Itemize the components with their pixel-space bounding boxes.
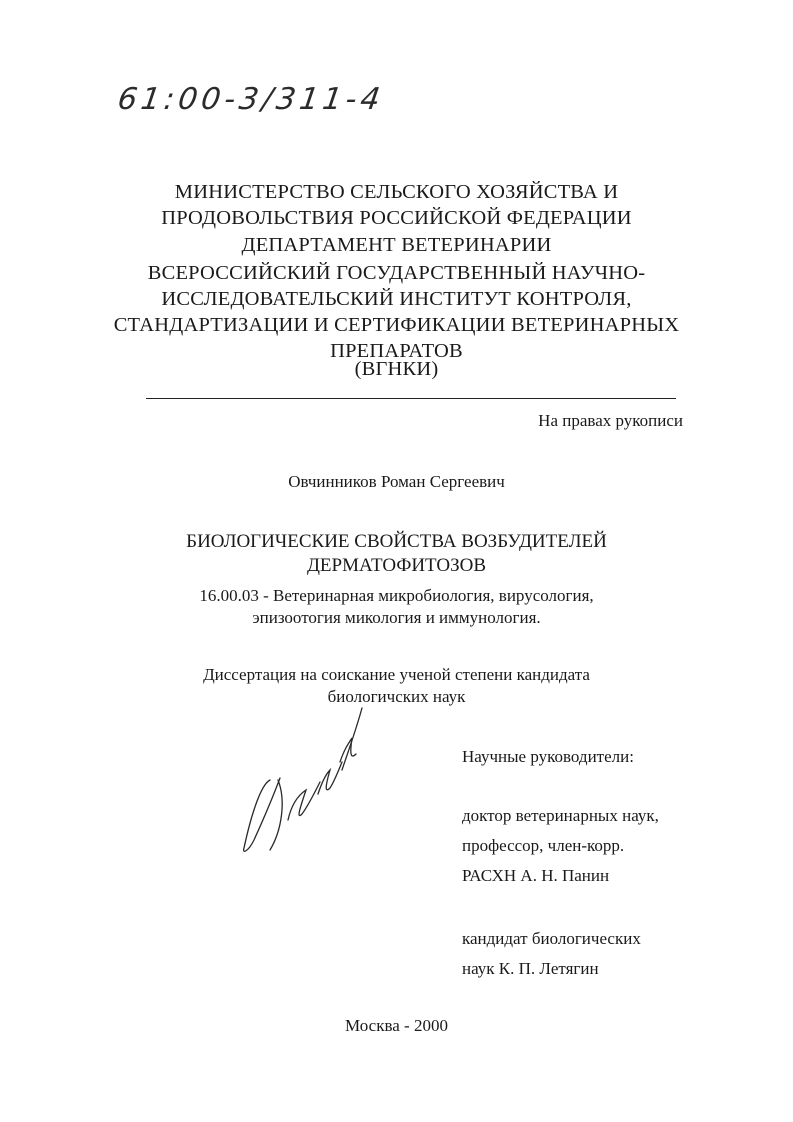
handwritten-signature [230,690,370,860]
institute-line-3: СТАНДАРТИЗАЦИИ И СЕРТИФИКАЦИИ ВЕТЕРИНАРНЫХ [113,314,680,336]
supervisor-1-line-1: доктор ветеринарных наук, [462,806,659,825]
city-year: Москва - 2000 [345,1016,448,1035]
ministry-name [0,179,793,231]
ministry-line-2: ПРОДОВОЛЬСТВИЯ РОССИЙСКОЙ ФЕДЕРАЦИИ [161,207,632,229]
institute-abbreviation: (ВГНКИ) [354,358,439,380]
author-name: Овчинников Роман Сергеевич [288,472,505,491]
institute-line-2: ИССЛЕДОВАТЕЛЬСКИЙ ИНСТИТУТ КОНТРОЛЯ, [161,288,632,310]
title-line-2: ДЕРМАТОФИТОЗОВ [306,555,487,576]
institute-name [0,260,793,364]
supervisor-1-line-2: профессор, член-корр. [462,836,625,855]
supervisor-1 [462,801,659,891]
manuscript-note: На правах рукописи [538,411,683,430]
institute-line-1: ВСЕРОССИЙСКИЙ ГОСУДАРСТВЕННЫЙ НАУЧНО- [147,262,646,284]
department-name: ДЕПАРТАМЕНТ ВЕТЕРИНАРИИ [241,234,552,256]
ministry-line-1: МИНИСТЕРСТВО СЕЛЬСКОГО ХОЗЯЙСТВА И [174,181,619,203]
specialty-line-2: эпизоотогия микология и иммунология. [252,608,541,627]
specialty [0,585,793,629]
supervisor-2-line-2: наук К. П. Летягин [462,959,599,978]
header-divider [146,398,676,399]
supervisor-2 [462,924,641,984]
degree-line-2: биологичских наук [327,687,466,706]
supervisor-1-line-3: РАСХН А. Н. Панин [462,866,610,885]
degree-line-1: Диссертация на соискание ученой степени кандидата [203,665,590,684]
title-line-1: БИОЛОГИЧЕСКИЕ СВОЙСТВА ВОЗБУДИТЕЛЕЙ [186,531,607,552]
degree-statement [0,664,793,708]
supervisors-heading: Научные руководители: [462,747,634,766]
catalog-code-stamp: 61:00-3/311-4 [115,82,387,117]
institute-line-4: ПРЕПАРАТОВ [330,340,463,362]
specialty-line-1: 16.00.03 - Ветеринарная микробиология, вирусология, [199,586,594,605]
supervisor-2-line-1: кандидат биологических [462,929,641,948]
dissertation-title [0,530,793,578]
